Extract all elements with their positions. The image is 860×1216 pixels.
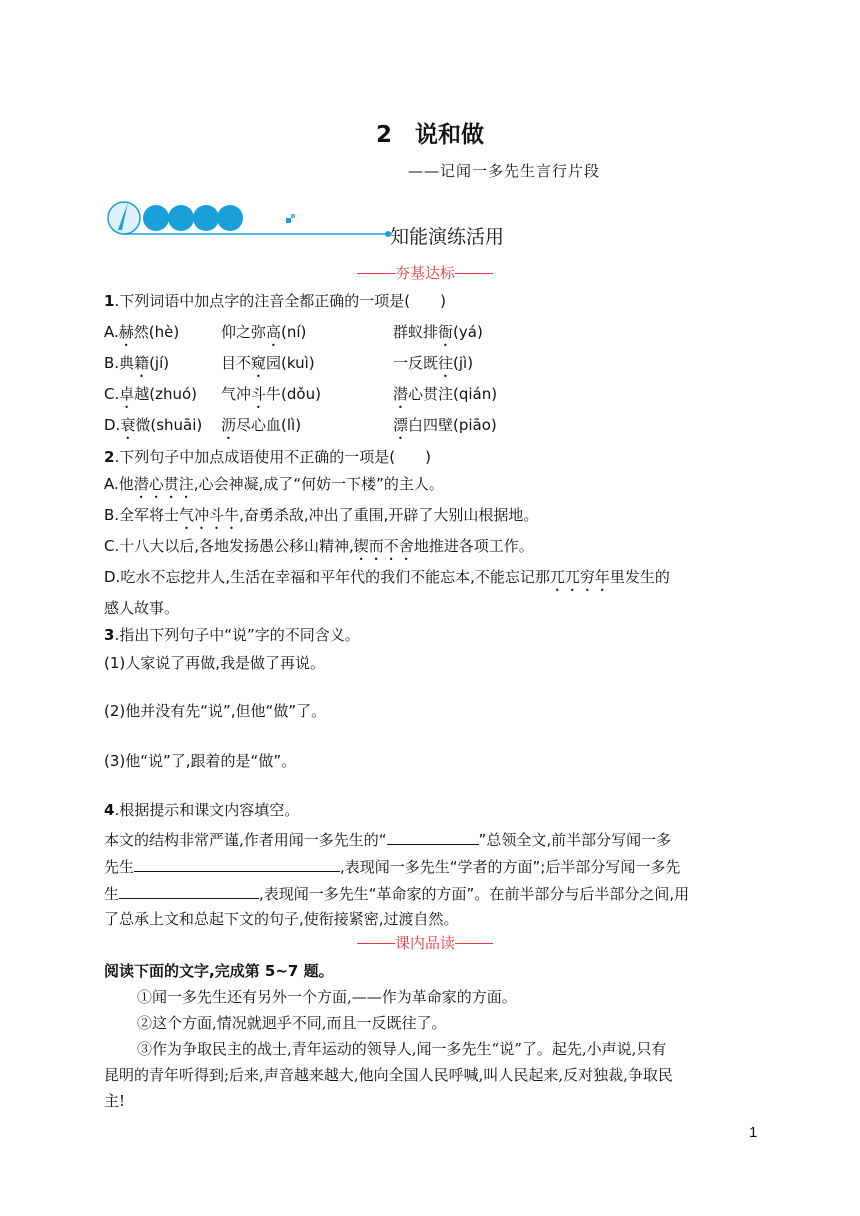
page-title: 2 说和做 xyxy=(375,122,484,148)
question-4-stem: 4.根据提示和课文内容填空。 xyxy=(104,801,300,819)
q1-option-c3: 潜心贯注(qián) xyxy=(393,385,498,403)
q3-sentence-2: (2)他并没有先“说”,但他“做”了。 xyxy=(104,702,327,720)
q4-line-4: 了总承上文和总起下文的句子,使衔接紧密,过渡自然。 xyxy=(104,910,459,928)
q1-option-b3: 一反既往(jì) xyxy=(393,354,474,372)
reading-intro: 阅读下面的文字,完成第 5~7 题。 xyxy=(104,962,334,980)
q4-line-2: 先生 ,表现闻一多先生“学者的方面”;后半部分写闻一多先 xyxy=(104,858,681,876)
q1-option-d2: 沥尽心血(lì) xyxy=(221,416,302,434)
q1-option-c2: 气冲斗牛(dǒu) xyxy=(221,385,321,403)
q3-sentence-3: (3)他“说”了,跟着的是“做”。 xyxy=(104,752,297,770)
q4-line-1: 本文的结构非常严谨,作者用闻一多先生的“ ”总领全文,前半部分写闻一多 xyxy=(104,831,672,849)
q1-option-b: B.典籍(jí) xyxy=(104,354,170,372)
q4-blank-1[interactable] xyxy=(387,830,479,845)
q1-option-a2: 仰之弥高(ní) xyxy=(221,323,307,341)
subhead-reading: 课内品读 xyxy=(357,932,493,953)
q3-sentence-1: (1)人家说了再做,我是做了再说。 xyxy=(104,654,326,672)
q1-option-d: D.衰微(shuāi) xyxy=(104,416,203,434)
subhead-basic: 夯基达标 xyxy=(357,262,493,283)
reading-paragraph-3: ③作为争取民主的战士,青年运动的领导人,闻一多先生“说”了。起先,小声说,只有 xyxy=(137,1040,667,1058)
section-banner-title: 知能演练活用 xyxy=(390,226,505,248)
reading-paragraph-3-cont: 昆明的青年听得到;后来,声音越来越大,他向全国人民呼喊,叫人民起来,反对独裁,争取民 xyxy=(104,1066,673,1084)
page-subtitle: ——记闻一多先生言行片段 xyxy=(408,162,601,180)
page-number: 1 xyxy=(749,1124,758,1141)
q4-blank-2[interactable] xyxy=(134,857,340,872)
reading-paragraph-2: ②这个方面,情况就迥乎不同,而且一反既往了。 xyxy=(137,1014,447,1032)
q1-option-a3: 群蚁排衙(yá) xyxy=(393,323,483,341)
q4-blank-3[interactable] xyxy=(119,884,259,899)
q2-option-b: B.全军将士气冲斗牛,奋勇杀敌,冲出了重围,开辟了大别山根据地。 xyxy=(104,506,539,524)
question-3-stem: 3.指出下列句子中“说”字的不同含义。 xyxy=(104,626,360,644)
q2-option-c: C.十八大以后,各地发扬愚公移山精神,锲而不舍地推进各项工作。 xyxy=(104,537,534,555)
q2-option-a: A.他潜心贯注,心会神凝,成了“何妨一下楼”的主人。 xyxy=(104,475,444,493)
q4-line-3: 生 ,表现闻一多先生“革命家的方面”。在前半部分与后半部分之间,用 xyxy=(104,885,690,903)
question-1-stem: 1.下列词语中加点字的注音全都正确的一项是( ) xyxy=(104,292,446,310)
reading-paragraph-3-end: 主! xyxy=(104,1092,126,1110)
q1-option-a: A.赫然(hè) xyxy=(104,323,180,341)
q2-option-d-cont: 感人故事。 xyxy=(104,599,180,617)
q2-option-d: D.吃水不忘挖井人,生活在幸福和平年代的我们不能忘本,不能忘记那兀兀穷年里发生的 xyxy=(104,568,670,586)
q1-option-b2: 目不窥园(kuì) xyxy=(221,354,315,372)
question-2-stem: 2.下列句子中加点成语使用不正确的一项是( ) xyxy=(104,448,431,466)
reading-paragraph-1: ①闻一多先生还有另外一个方面,——作为革命家的方面。 xyxy=(137,988,517,1006)
q1-option-c: C.卓越(zhuó) xyxy=(104,385,198,403)
q1-option-d3: 漂白四壁(piāo) xyxy=(393,416,497,434)
